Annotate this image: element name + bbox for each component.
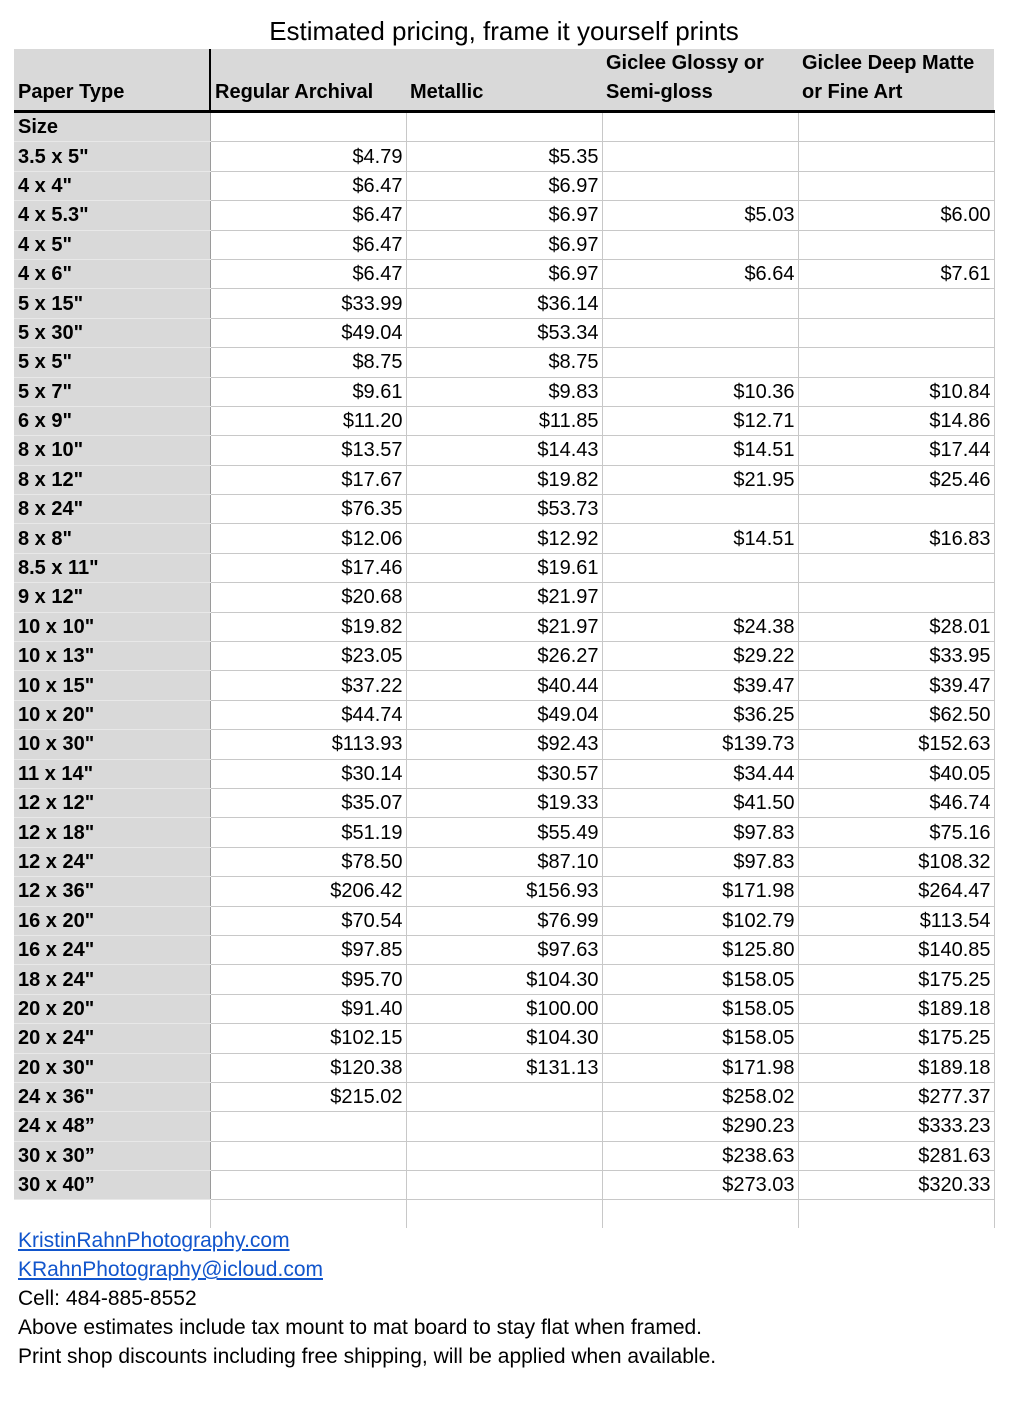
metallic-price: $6.97: [406, 259, 602, 288]
table-row: [14, 201, 994, 230]
regular-archival-price: $20.68: [210, 583, 406, 612]
giclee-glossy-price: $34.44: [602, 759, 798, 788]
blank-row: [14, 1200, 994, 1229]
giclee-glossy-price: [602, 318, 798, 347]
giclee-matte-price: $108.32: [798, 847, 994, 876]
regular-archival-price: $11.20: [210, 406, 406, 435]
metallic-price: $76.99: [406, 906, 602, 935]
giclee-glossy-price: $14.51: [602, 436, 798, 465]
giclee-glossy-price: $125.80: [602, 935, 798, 964]
table-row: [14, 524, 994, 553]
giclee-matte-price: $152.63: [798, 730, 994, 759]
metallic-price: $6.97: [406, 201, 602, 230]
table-row: [14, 348, 994, 377]
giclee-matte-price: [798, 318, 994, 347]
giclee-matte-price: [798, 230, 994, 259]
metallic-price: $21.97: [406, 612, 602, 641]
regular-archival-price: $12.06: [210, 524, 406, 553]
regular-archival-price: $6.47: [210, 171, 406, 200]
giclee-glossy-price: [602, 495, 798, 524]
metallic-price: $87.10: [406, 847, 602, 876]
size-cell: 4 x 6": [14, 259, 210, 288]
empty-cell: [798, 112, 994, 142]
header-giclee-matte: Giclee Deep Matte or Fine Art: [798, 49, 994, 112]
table-row: [14, 583, 994, 612]
metallic-price: $53.34: [406, 318, 602, 347]
header-row: [14, 49, 994, 112]
metallic-price: $97.63: [406, 935, 602, 964]
metallic-price: $36.14: [406, 289, 602, 318]
giclee-glossy-price: $97.83: [602, 847, 798, 876]
header-giclee-glossy: Giclee Glossy or Semi-gloss: [602, 49, 798, 112]
giclee-matte-price: $281.63: [798, 1141, 994, 1170]
giclee-glossy-price: [602, 583, 798, 612]
metallic-price: $6.97: [406, 171, 602, 200]
size-cell: 4 x 5": [14, 230, 210, 259]
giclee-matte-price: $333.23: [798, 1112, 994, 1141]
giclee-matte-price: $189.18: [798, 1053, 994, 1082]
size-cell: 20 x 24": [14, 1024, 210, 1053]
giclee-matte-price: $189.18: [798, 994, 994, 1023]
giclee-glossy-price: $171.98: [602, 877, 798, 906]
empty-cell: [602, 112, 798, 142]
giclee-glossy-price: $39.47: [602, 671, 798, 700]
giclee-glossy-price: $24.38: [602, 612, 798, 641]
giclee-glossy-price: $29.22: [602, 642, 798, 671]
regular-archival-price: $206.42: [210, 877, 406, 906]
giclee-glossy-price: $158.05: [602, 994, 798, 1023]
metallic-price: $55.49: [406, 818, 602, 847]
giclee-matte-price: $75.16: [798, 818, 994, 847]
regular-archival-price: $91.40: [210, 994, 406, 1023]
regular-archival-price: $23.05: [210, 642, 406, 671]
regular-archival-price: [210, 1112, 406, 1141]
table-row: [14, 259, 994, 288]
giclee-glossy-price: $158.05: [602, 965, 798, 994]
empty-cell: [798, 1200, 994, 1229]
metallic-price: $9.83: [406, 377, 602, 406]
giclee-glossy-price: [602, 289, 798, 318]
table-row: [14, 495, 994, 524]
metallic-price: [406, 1171, 602, 1200]
metallic-price: $14.43: [406, 436, 602, 465]
size-cell: 10 x 10": [14, 612, 210, 641]
giclee-glossy-price: $12.71: [602, 406, 798, 435]
regular-archival-price: [210, 1171, 406, 1200]
size-cell: 3.5 x 5": [14, 142, 210, 171]
regular-archival-price: $215.02: [210, 1082, 406, 1111]
giclee-matte-price: $175.25: [798, 1024, 994, 1053]
giclee-matte-price: $28.01: [798, 612, 994, 641]
header-metallic: Metallic: [406, 49, 602, 112]
metallic-price: $40.44: [406, 671, 602, 700]
giclee-matte-price: [798, 289, 994, 318]
metallic-price: $8.75: [406, 348, 602, 377]
empty-cell: [210, 112, 406, 142]
size-cell: 12 x 18": [14, 818, 210, 847]
regular-archival-price: $6.47: [210, 259, 406, 288]
regular-archival-price: $8.75: [210, 348, 406, 377]
size-cell: 10 x 13": [14, 642, 210, 671]
size-cell: 24 x 36": [14, 1082, 210, 1111]
metallic-price: $12.92: [406, 524, 602, 553]
metallic-price: $131.13: [406, 1053, 602, 1082]
regular-archival-price: $30.14: [210, 759, 406, 788]
giclee-glossy-price: [602, 553, 798, 582]
empty-cell: [406, 112, 602, 142]
giclee-matte-price: [798, 583, 994, 612]
size-cell: 16 x 24": [14, 935, 210, 964]
metallic-price: $19.82: [406, 465, 602, 494]
giclee-matte-price: $46.74: [798, 788, 994, 817]
table-row: [14, 1024, 994, 1053]
regular-archival-price: $113.93: [210, 730, 406, 759]
size-cell: 10 x 20": [14, 700, 210, 729]
metallic-price: $21.97: [406, 583, 602, 612]
table-row: [14, 642, 994, 671]
table-row: [14, 612, 994, 641]
giclee-matte-price: $320.33: [798, 1171, 994, 1200]
metallic-price: $26.27: [406, 642, 602, 671]
empty-cell: [602, 1200, 798, 1229]
size-cell: 6 x 9": [14, 406, 210, 435]
giclee-matte-price: $62.50: [798, 700, 994, 729]
regular-archival-price: $19.82: [210, 612, 406, 641]
metallic-price: $19.33: [406, 788, 602, 817]
size-cell: 12 x 12": [14, 788, 210, 817]
giclee-matte-price: $39.47: [798, 671, 994, 700]
regular-archival-price: $76.35: [210, 495, 406, 524]
size-cell: 12 x 24": [14, 847, 210, 876]
cell-phone: Cell: 484-885-8552: [18, 1287, 197, 1310]
empty-cell: [210, 1200, 406, 1229]
table-row: [14, 935, 994, 964]
giclee-glossy-price: $273.03: [602, 1171, 798, 1200]
giclee-glossy-price: $41.50: [602, 788, 798, 817]
regular-archival-price: $70.54: [210, 906, 406, 935]
regular-archival-price: $13.57: [210, 436, 406, 465]
metallic-price: $5.35: [406, 142, 602, 171]
table-row: [14, 465, 994, 494]
giclee-matte-price: [798, 348, 994, 377]
regular-archival-price: $37.22: [210, 671, 406, 700]
size-cell: 20 x 20": [14, 994, 210, 1023]
size-cell: 5 x 15": [14, 289, 210, 318]
contact-footer: [18, 1226, 716, 1371]
regular-archival-price: [210, 1141, 406, 1170]
pricing-table: [14, 49, 995, 1228]
giclee-glossy-price: [602, 230, 798, 259]
table-row: [14, 965, 994, 994]
size-cell: 9 x 12": [14, 583, 210, 612]
giclee-matte-price: $6.00: [798, 201, 994, 230]
size-label-row: [14, 112, 994, 142]
giclee-matte-price: $113.54: [798, 906, 994, 935]
giclee-matte-price: $16.83: [798, 524, 994, 553]
metallic-price: [406, 1141, 602, 1170]
giclee-glossy-price: $238.63: [602, 1141, 798, 1170]
size-cell: 30 x 40”: [14, 1171, 210, 1200]
email-link[interactable]: KRahnPhotography@icloud.com: [18, 1258, 323, 1281]
giclee-matte-price: $33.95: [798, 642, 994, 671]
giclee-matte-price: $17.44: [798, 436, 994, 465]
giclee-matte-price: $40.05: [798, 759, 994, 788]
giclee-glossy-price: $21.95: [602, 465, 798, 494]
empty-cell: [406, 1200, 602, 1229]
giclee-glossy-price: $290.23: [602, 1112, 798, 1141]
giclee-matte-price: $7.61: [798, 259, 994, 288]
table-row: [14, 847, 994, 876]
size-cell: 8 x 24": [14, 495, 210, 524]
table-row: [14, 289, 994, 318]
regular-archival-price: $49.04: [210, 318, 406, 347]
size-cell: 5 x 5": [14, 348, 210, 377]
table-row: [14, 171, 994, 200]
table-row: [14, 759, 994, 788]
regular-archival-price: $9.61: [210, 377, 406, 406]
table-row: [14, 1053, 994, 1082]
size-cell: 30 x 30”: [14, 1141, 210, 1170]
table-row: [14, 730, 994, 759]
size-cell: 5 x 30": [14, 318, 210, 347]
size-cell: 24 x 48”: [14, 1112, 210, 1141]
regular-archival-price: $97.85: [210, 935, 406, 964]
giclee-matte-price: [798, 171, 994, 200]
giclee-glossy-price: [602, 171, 798, 200]
size-cell: 16 x 20": [14, 906, 210, 935]
giclee-glossy-price: [602, 348, 798, 377]
table-row: [14, 671, 994, 700]
table-row: [14, 1141, 994, 1170]
size-cell: 10 x 30": [14, 730, 210, 759]
giclee-matte-price: $10.84: [798, 377, 994, 406]
metallic-price: $53.73: [406, 495, 602, 524]
size-cell: 8.5 x 11": [14, 553, 210, 582]
table-row: [14, 1112, 994, 1141]
size-cell: 20 x 30": [14, 1053, 210, 1082]
size-cell: 5 x 7": [14, 377, 210, 406]
table-row: [14, 230, 994, 259]
giclee-matte-price: $140.85: [798, 935, 994, 964]
giclee-matte-price: [798, 142, 994, 171]
giclee-matte-price: $25.46: [798, 465, 994, 494]
page-title: Estimated pricing, frame it yourself prints: [269, 16, 739, 46]
size-cell: 8 x 12": [14, 465, 210, 494]
regular-archival-price: $6.47: [210, 201, 406, 230]
regular-archival-price: $17.46: [210, 553, 406, 582]
header-paper-type: Paper Type: [14, 49, 210, 112]
metallic-price: [406, 1112, 602, 1141]
giclee-glossy-price: $171.98: [602, 1053, 798, 1082]
size-cell: 10 x 15": [14, 671, 210, 700]
regular-archival-price: $120.38: [210, 1053, 406, 1082]
regular-archival-price: $17.67: [210, 465, 406, 494]
website-link[interactable]: KristinRahnPhotography.com: [18, 1229, 290, 1252]
metallic-price: $11.85: [406, 406, 602, 435]
table-row: [14, 406, 994, 435]
giclee-glossy-price: $5.03: [602, 201, 798, 230]
size-cell: 18 x 24": [14, 965, 210, 994]
regular-archival-price: $95.70: [210, 965, 406, 994]
table-row: [14, 318, 994, 347]
table-row: [14, 788, 994, 817]
metallic-price: $92.43: [406, 730, 602, 759]
giclee-matte-price: $277.37: [798, 1082, 994, 1111]
regular-archival-price: $4.79: [210, 142, 406, 171]
giclee-glossy-price: [602, 142, 798, 171]
metallic-price: $100.00: [406, 994, 602, 1023]
empty-cell: [14, 1200, 210, 1229]
metallic-price: $19.61: [406, 553, 602, 582]
regular-archival-price: $44.74: [210, 700, 406, 729]
size-cell: 8 x 10": [14, 436, 210, 465]
giclee-glossy-price: $158.05: [602, 1024, 798, 1053]
size-cell: 12 x 36": [14, 877, 210, 906]
regular-archival-price: $33.99: [210, 289, 406, 318]
regular-archival-price: $102.15: [210, 1024, 406, 1053]
table-row: [14, 436, 994, 465]
giclee-matte-price: [798, 553, 994, 582]
header-regular-archival: Regular Archival: [210, 49, 406, 112]
footer-note-discounts: Print shop discounts including free shipping, will be applied when available.: [18, 1345, 717, 1368]
metallic-price: $104.30: [406, 965, 602, 994]
giclee-matte-price: $175.25: [798, 965, 994, 994]
giclee-matte-price: $14.86: [798, 406, 994, 435]
table-row: [14, 994, 994, 1023]
table-row: [14, 1082, 994, 1111]
size-cell: 8 x 8": [14, 524, 210, 553]
size-cell: 4 x 4": [14, 171, 210, 200]
giclee-glossy-price: $14.51: [602, 524, 798, 553]
table-row: [14, 818, 994, 847]
table-row: [14, 142, 994, 171]
giclee-matte-price: $264.47: [798, 877, 994, 906]
table-row: [14, 377, 994, 406]
footer-note-tax: Above estimates include tax mount to mat board to stay flat when framed.: [18, 1316, 703, 1339]
giclee-glossy-price: $102.79: [602, 906, 798, 935]
giclee-glossy-price: $258.02: [602, 1082, 798, 1111]
metallic-price: [406, 1082, 602, 1111]
giclee-matte-price: [798, 495, 994, 524]
giclee-glossy-price: $97.83: [602, 818, 798, 847]
table-row: [14, 553, 994, 582]
regular-archival-price: $6.47: [210, 230, 406, 259]
size-cell: 11 x 14": [14, 759, 210, 788]
giclee-glossy-price: $139.73: [602, 730, 798, 759]
giclee-glossy-price: $36.25: [602, 700, 798, 729]
size-label: Size: [14, 112, 210, 142]
size-cell: 4 x 5.3": [14, 201, 210, 230]
metallic-price: $49.04: [406, 700, 602, 729]
giclee-glossy-price: $10.36: [602, 377, 798, 406]
table-row: [14, 877, 994, 906]
metallic-price: $156.93: [406, 877, 602, 906]
giclee-glossy-price: $6.64: [602, 259, 798, 288]
metallic-price: $104.30: [406, 1024, 602, 1053]
regular-archival-price: $78.50: [210, 847, 406, 876]
table-row: [14, 1171, 994, 1200]
metallic-price: $30.57: [406, 759, 602, 788]
regular-archival-price: $51.19: [210, 818, 406, 847]
table-row: [14, 700, 994, 729]
metallic-price: $6.97: [406, 230, 602, 259]
regular-archival-price: $35.07: [210, 788, 406, 817]
table-row: [14, 906, 994, 935]
